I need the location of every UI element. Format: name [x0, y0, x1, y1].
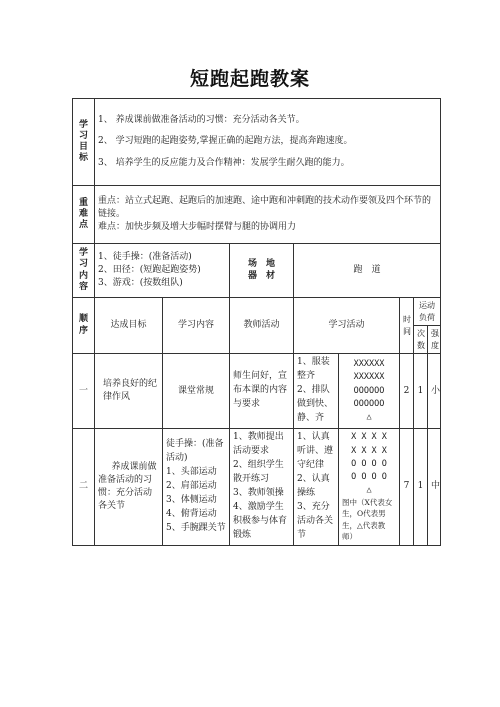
header-row-top — [73, 298, 441, 326]
page-title: 短跑起跑教案 — [189, 68, 310, 90]
row-teacher: 师生问好，宣布本课的内容与要求 — [230, 354, 294, 429]
time-header: 时 间 — [400, 298, 414, 354]
objective-item: 1、 养成课前做准备活动的习惯：充分活动各关节。 — [98, 115, 305, 126]
order-header: 顺 序 — [73, 298, 95, 354]
key-points-cell — [95, 186, 441, 244]
venue-label: 场 地 器 材 — [230, 244, 294, 298]
row-content: 课堂常规 — [163, 354, 230, 429]
row-intensity: 小 — [428, 354, 441, 429]
load-header: 运动 负荷 — [414, 298, 441, 326]
row-content: 徒手操：(准备活动) 1、头部运动 2、肩部运动 3、体侧运动 4、俯背运动 5、手腕踝关节 — [163, 429, 230, 546]
table-row — [73, 354, 441, 429]
row-times: 1 — [414, 429, 428, 546]
goal-header: 达成目标 — [95, 298, 163, 354]
study-header: 学习活动 — [294, 298, 400, 354]
row-goal: 培养良好的纪律作风 — [95, 354, 163, 429]
teacher-header: 教师活动 — [230, 298, 294, 354]
row-teacher: 1、教师提出活动要求 2、组织学生散开练习 3、教师领操 4、激励学生积极参与体育锻炼 — [230, 429, 294, 546]
key-points-row — [73, 186, 441, 244]
objectives-cell — [95, 99, 441, 186]
content-item: 1、徒手操：(准备活动) — [98, 251, 192, 262]
important-point: 重点：站立式起跑、起跑后的加速跑、途中跑和冲刺跑的技术动作要领及四个环节的链接。 — [98, 195, 432, 219]
row-time: 2 — [400, 354, 414, 429]
row-student: 1、服装整齐 2、排队做到快、静、齐 — [294, 354, 339, 429]
row-formation: XXXXXX XXXXXX OOOOOO OOOOOO △ — [339, 354, 400, 429]
formation-note: 图中（X代表女生，O代表男生，△代表教师） — [342, 498, 393, 541]
objective-item: 3、 培养学生的反应能力及合作精神：发展学生耐久跑的能力。 — [98, 157, 350, 168]
row-student: 1、认真听讲、遵守纪律 2、认真操练 3、充分活动各关节 — [294, 429, 339, 546]
objectives-row — [73, 99, 441, 186]
objective-item: 2、 学习短跑的起跑姿势,掌握正确的起跑方法，提高奔跑速度。 — [98, 136, 353, 147]
times-header: 次 数 — [414, 326, 428, 354]
intensity-header: 强 度 — [428, 326, 441, 354]
content-row — [73, 244, 441, 298]
difficult-point: 难点：加快步频及增大步幅时摆臂与腿的协调用力 — [98, 222, 297, 233]
lesson-plan-table — [72, 98, 441, 546]
row-order: 一 — [73, 354, 95, 429]
venue-value: 跑 道 — [294, 244, 441, 298]
row-order: 二 — [73, 429, 95, 546]
row-goal: 养成课前做准备活动的习惯：充分活动各关节 — [95, 429, 163, 546]
row-times: 1 — [414, 354, 428, 429]
row-intensity: 中 — [428, 429, 441, 546]
content-item: 2、田径：(短跑起跑姿势) — [98, 264, 201, 275]
row-formation: X X X X X X X X O O O O O O O O △ 图中（X代表女生，O代表男生，△代表教师） — [339, 429, 400, 546]
key-points-label: 重 难 点 — [73, 186, 95, 244]
content-item: 3、游戏：(按数组队) — [98, 278, 183, 289]
objectives-label: 学 习 目 标 — [73, 99, 95, 186]
content-label: 学 习 内 容 — [73, 244, 95, 298]
table-row — [73, 429, 441, 546]
row-time: 7 — [400, 429, 414, 546]
content-header: 学习内容 — [163, 298, 230, 354]
content-cell — [95, 244, 230, 298]
